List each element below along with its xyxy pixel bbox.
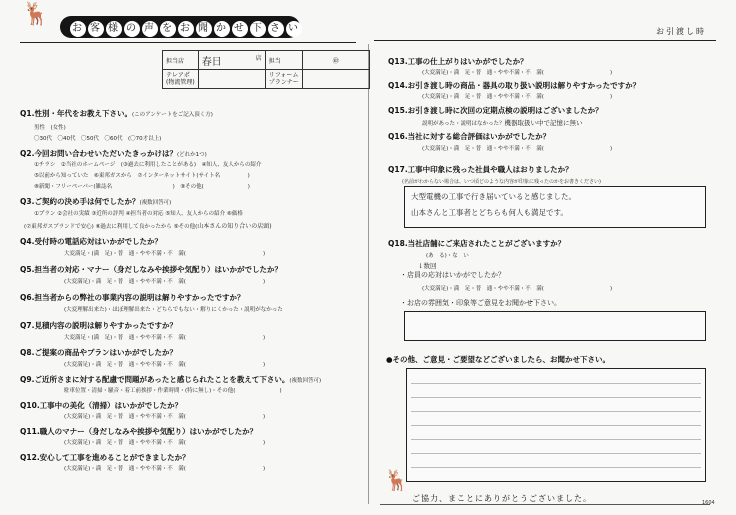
comment-line — [411, 425, 701, 426]
form-code: 1604 — [702, 500, 715, 506]
q11-title: Q11.職人のマナー（身だしなみや挨拶や気配り）はいかがでしたか？ — [20, 427, 258, 436]
teleapo-label: テレアポ (物流管理) — [163, 70, 199, 89]
q3-line1[interactable]: ①プラン ②会社の実績 ③近所の評判 ④担当者の対応 ⑤知人、友人からの紹介 ⑥価格 — [34, 211, 243, 217]
q1-gender[interactable]: 男性 (女性) — [34, 125, 66, 131]
title-char: 客 — [88, 21, 104, 37]
tanto-label: 担当店 — [163, 51, 199, 70]
q9-line[interactable]: 駐車位置・清掃・騒音・着工前挨拶・作業時間・(特に無し)・その他( ) — [64, 388, 282, 394]
q2-line1[interactable]: ①チラシ ②当社のホームページ (③過去に利用したことがある) ④知人、友人からの紹介 — [34, 162, 262, 168]
q5-title: Q5.担当者の対応・マナー（身だしなみや挨拶や気配り）はいかがでしたか？ — [20, 265, 282, 274]
info-table — [162, 50, 370, 89]
q18-answer[interactable]: (あ る)・な い — [426, 253, 469, 259]
q15-answer[interactable]: 説明があった・説明はなかった？機器取扱い中で記憶に無い — [422, 119, 583, 127]
other-title: ●その他、ご意見・ご要望などございましたら、お聞かせ下さい。 — [386, 355, 611, 364]
q1-ages[interactable]: 〇30代 〇40代 〇50代 〇60代 (〇70才以上) — [34, 136, 162, 142]
tanto2-label: 担当 — [265, 51, 302, 70]
q2-title: Q2.今回お問い合わせいただいたきっかけは？(どれか1つ) — [20, 149, 207, 158]
title-char: 下 — [250, 21, 266, 37]
comment-line — [411, 397, 701, 398]
q12-title: Q12.安心して工事を進めることができましたか？ — [20, 453, 190, 462]
page-title — [60, 16, 300, 38]
other-comment-box[interactable] — [406, 368, 706, 482]
title-char: の — [124, 21, 140, 37]
q4-title: Q4.受付時の電話応対はいかがでしたか？ — [20, 237, 162, 246]
title-char: さ — [268, 21, 284, 37]
deer-footer-icon: 🦌 — [384, 468, 409, 492]
right-title: お引渡し時 — [656, 27, 706, 36]
q1-title: Q1.性別・年代をお教え下さい。(このアンケートをご記入頂く方) — [20, 109, 213, 118]
planner-value — [302, 70, 369, 89]
title-char: お — [178, 21, 194, 37]
q13-scale[interactable]: (大変満足)・満 足・普 通・やや不満・不 満( ) — [422, 70, 613, 76]
q2-line3[interactable]: ⑧新聞・フリーペーパー(雑誌名 ) ⑨その他( ) — [34, 184, 250, 190]
q6-scale[interactable]: (大変理解出来た)・ほぼ理解出来た・どちらでもない・解りにくかった・説明がなかった — [64, 307, 283, 313]
q18-hand: ↓数回 — [418, 262, 437, 270]
q17-answer-box[interactable] — [404, 186, 706, 228]
thanks-text: ご協力、まことにありがとうございました。 — [412, 494, 592, 503]
title-char: 声 — [142, 21, 158, 37]
q16-title: Q16.当社に対する総合評価はいかがでしたか？ — [388, 132, 551, 141]
q15-title: Q15.お引き渡し時に次回の定期点検の説明はございましたか？ — [388, 106, 603, 115]
q8-title: Q8.ご提案の商品やプランはいかがでしたか？ — [20, 348, 177, 357]
comment-line — [411, 453, 701, 454]
header-rule-right — [374, 40, 716, 41]
footer-rule — [380, 504, 710, 505]
q14-scale[interactable]: (大変満足)・満 足・普 通・やや不満・不 満( ) — [422, 94, 613, 100]
q14-title: Q14.お引き渡し時の商品・器具の取り扱い説明は解りやすかったですか？ — [388, 81, 641, 90]
title-char: お — [70, 21, 86, 37]
tanto-value: 春日 店 — [198, 51, 265, 70]
q18-sub2: ・お店の雰囲気・印象等ご意見をお聞かせ下さい。 — [400, 299, 561, 307]
comment-line — [411, 439, 701, 440]
q6-title: Q6.担当者からの弊社の事業内容の説明は解りやすかったですか？ — [20, 293, 245, 302]
title-char: か — [214, 21, 230, 37]
title-char: 聞 — [196, 21, 212, 37]
q3-line2[interactable]: (⑦東邦ガスブランドで安心) ⑧過去に利用して良かったから ⑨その他(山本さんの知り合いの店頭) — [24, 223, 272, 230]
teleapo-value — [198, 70, 265, 89]
q2-line2[interactable]: ⑤以前から知っていた ⑥東邦ガスから ⑦インターネットサイト(サイト名 ) — [34, 173, 250, 179]
q17-hand1: 大型電機の工事で行き届いていると感じました。 — [411, 192, 576, 201]
q18-title: Q18.当社店舗にご来店されたことがございますか？ — [388, 239, 566, 248]
q5-scale[interactable]: (大変満足)・満 足・普 通・やや不満・不 満( ) — [64, 279, 266, 285]
comment-line — [411, 383, 701, 384]
q17-note: (名前がわからない場合は、いつ頃どのような内容が印象に残ったのかをお書きください) — [402, 179, 601, 185]
q16-scale[interactable]: (大変満足)・満 足・普 通・やや不満・不 満( ) — [422, 146, 613, 152]
column-divider — [368, 44, 369, 504]
planner-label: リフォーム プランナー — [265, 70, 302, 89]
title-char: せ — [232, 21, 248, 37]
q13-title: Q13.工事の仕上がりはいかがでしたか？ — [388, 57, 528, 66]
title-char: 様 — [106, 21, 122, 37]
q4-scale[interactable]: 大変満足・(満 足)・普 通・やや不満・不 満( ) — [64, 251, 266, 257]
q8-scale[interactable]: (大変満足)・満 足・普 通・やや不満・不 満( ) — [64, 362, 266, 368]
store-impression-box[interactable] — [404, 311, 706, 341]
q17-hand2: 山本さんと工事者とどちらも何人も満足です。 — [411, 208, 568, 217]
q7-scale[interactable]: 大変満足・(満 足)・普 通・やや不満・不 満( ) — [64, 335, 266, 341]
q10-title: Q10.工事中の美化（清掃）はいかがでしたか？ — [20, 401, 183, 410]
title-char: い — [286, 21, 302, 37]
q18-sub1: ・店員の応対はいかがでしたか？ — [400, 271, 505, 279]
comment-line — [411, 467, 701, 468]
tanto2-value: ㊞ — [302, 51, 369, 70]
q7-title: Q7.見積内容の説明は解りやすかったですか？ — [20, 321, 177, 330]
title-char: を — [160, 21, 176, 37]
header-rule-left — [20, 42, 356, 43]
q18-scale[interactable]: (大変満足)・満 足・普 通・やや不満・不 満( ) — [422, 286, 613, 292]
q9-title: Q9.ご近所さまに対する配慮で問題があったと感じられたことを教えて下さい。(複数回答可) — [20, 375, 322, 384]
comment-line — [411, 411, 701, 412]
q17-title: Q17.工事中印象に残った社員や職人はおりましたか？ — [388, 165, 573, 174]
q12-scale[interactable]: (大変満足)・満 足・普 通・やや不満・不 満( ) — [64, 466, 266, 472]
deer-logo-icon: 🦌 — [22, 2, 50, 27]
q11-scale[interactable]: (大変満足)・満 足・普 通・やや不満・不 満( ) — [64, 440, 266, 446]
q10-scale[interactable]: (大変満足)・満 足・普 通・やや不満・不 満( ) — [64, 414, 266, 420]
q3-title: Q3.ご契約の決め手は何でしたか？(複数回答可) — [20, 197, 172, 206]
